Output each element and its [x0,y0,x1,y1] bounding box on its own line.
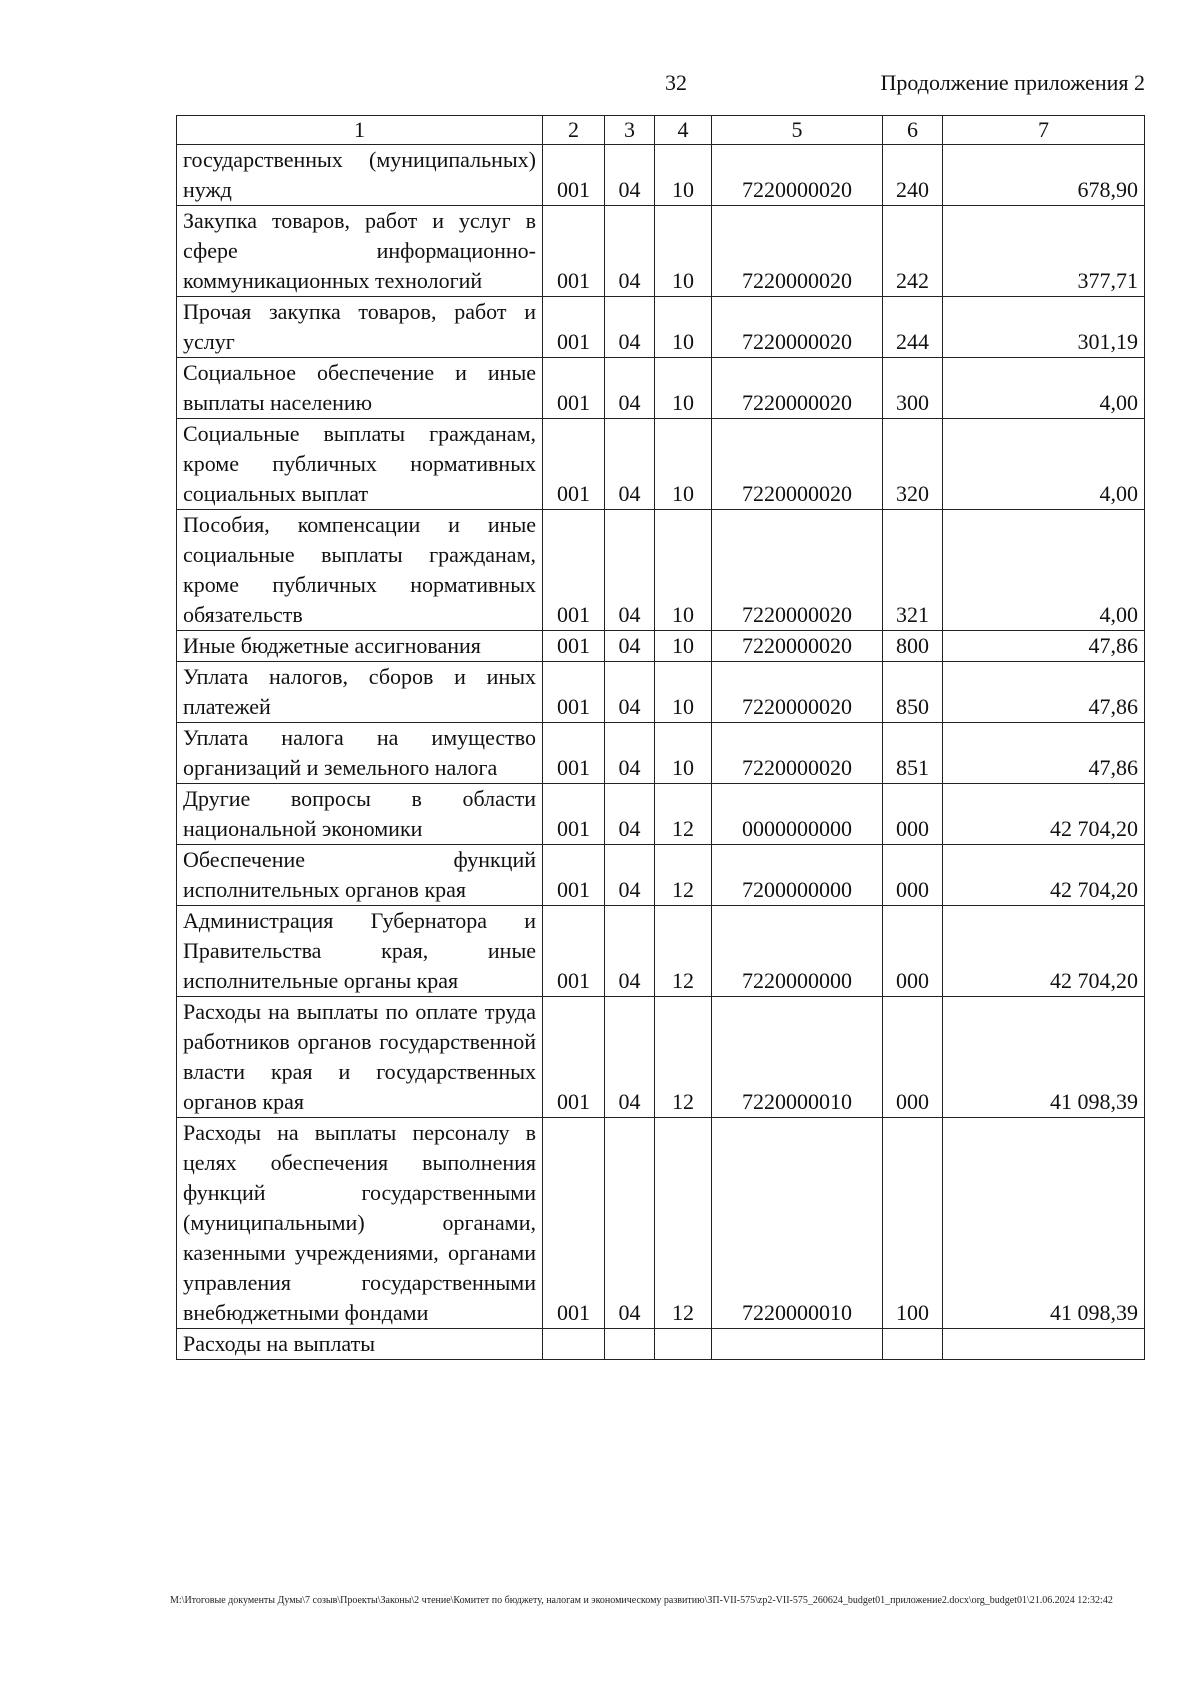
code-subsection-cell: 10 [655,419,712,510]
row-name-cell: Расходы на выплаты персоналу в целях обеспечения выполнения функций государственными (муниципальными) органами, казенными учреждениями, органами управления государственными внебюджетными фондами [177,1118,543,1329]
code-target-cell: 7220000020 [712,206,883,297]
amount-cell: 47,86 [943,662,1145,723]
row-name-cell: Закупка товаров, работ и услуг в сфере информационно-коммуникационных технологий [177,206,543,297]
code-expense-type-cell [883,1329,943,1360]
amount-cell: 42 704,20 [943,845,1145,906]
table-row [177,206,1145,297]
row-name-cell: Администрация Губернатора и Правительства края, иные исполнительные органы края [177,906,543,997]
code-section-cell: 04 [605,145,655,206]
amount-cell: 47,86 [943,723,1145,784]
code-target-cell: 7220000020 [712,510,883,631]
code-admin-cell: 001 [543,1118,605,1329]
code-target-cell: 7220000010 [712,997,883,1118]
footer-file-path: M:\Итоговые документы Думы\7 созыв\Проекты\Законы\2 чтение\Комитет по бюджету, налогам и экономическому развитию\ЗП-VII-575\zp2-VII-575_260624_budget01_приложение2.docx\org_budget01\21.06.2024 12:32:42 [170,1595,1113,1606]
code-section-cell [605,1329,655,1360]
row-name-cell: Уплата налога на имущество организаций и земельного налога [177,723,543,784]
code-expense-type-cell: 000 [883,906,943,997]
code-target-cell: 7200000000 [712,845,883,906]
code-target-cell: 7220000000 [712,906,883,997]
code-expense-type-cell: 244 [883,297,943,358]
code-admin-cell: 001 [543,510,605,631]
column-header: 5 [712,116,883,145]
column-header: 4 [655,116,712,145]
code-subsection-cell: 10 [655,206,712,297]
page-number: 32 [665,70,687,95]
code-expense-type-cell: 850 [883,662,943,723]
table-row [177,997,1145,1118]
code-admin-cell: 001 [543,723,605,784]
code-target-cell [712,1329,883,1360]
code-admin-cell: 001 [543,206,605,297]
code-target-cell: 7220000020 [712,419,883,510]
appendix-label: Продолжение приложения 2 [880,70,1145,95]
table-row [177,419,1145,510]
code-target-cell: 7220000020 [712,358,883,419]
code-expense-type-cell: 242 [883,206,943,297]
code-section-cell: 04 [605,845,655,906]
code-admin-cell: 001 [543,297,605,358]
table-row [177,1118,1145,1329]
amount-cell: 41 098,39 [943,997,1145,1118]
code-subsection-cell: 12 [655,1118,712,1329]
code-target-cell: 7220000010 [712,1118,883,1329]
code-admin-cell: 001 [543,997,605,1118]
code-admin-cell: 001 [543,845,605,906]
code-expense-type-cell: 100 [883,1118,943,1329]
row-name-cell: Пособия, компенсации и иные социальные выплаты гражданам, кроме публичных нормативных обязательств [177,510,543,631]
row-name-cell: Другие вопросы в области национальной экономики [177,784,543,845]
column-header: 7 [943,116,1145,145]
table-row [177,631,1145,662]
amount-cell: 41 098,39 [943,1118,1145,1329]
table-row [177,145,1145,206]
table-header-row [177,116,1145,145]
row-name-cell: Обеспечение функций исполнительных органов края [177,845,543,906]
code-expense-type-cell: 300 [883,358,943,419]
table-row [177,906,1145,997]
table-row [177,662,1145,723]
code-admin-cell [543,1329,605,1360]
table-row [177,723,1145,784]
code-subsection-cell: 10 [655,358,712,419]
row-name-cell: Расходы на выплаты [177,1329,543,1360]
code-section-cell: 04 [605,784,655,845]
amount-cell: 4,00 [943,419,1145,510]
code-admin-cell: 001 [543,358,605,419]
column-header: 1 [177,116,543,145]
code-admin-cell: 001 [543,419,605,510]
code-subsection-cell: 10 [655,631,712,662]
column-header: 2 [543,116,605,145]
code-target-cell: 7220000020 [712,723,883,784]
code-subsection-cell: 12 [655,997,712,1118]
code-section-cell: 04 [605,358,655,419]
code-expense-type-cell: 240 [883,145,943,206]
code-expense-type-cell: 000 [883,845,943,906]
code-admin-cell: 001 [543,145,605,206]
code-admin-cell: 001 [543,631,605,662]
page-header [0,70,1200,104]
amount-cell: 42 704,20 [943,784,1145,845]
amount-cell: 4,00 [943,358,1145,419]
table-row [177,784,1145,845]
code-section-cell: 04 [605,1118,655,1329]
row-name-cell: Прочая закупка товаров, работ и услуг [177,297,543,358]
amount-cell: 377,71 [943,206,1145,297]
budget-table [176,115,1145,1360]
table-body [177,145,1145,1360]
row-name-cell: Социальные выплаты гражданам, кроме публичных нормативных социальных выплат [177,419,543,510]
code-target-cell: 7220000020 [712,145,883,206]
code-expense-type-cell: 000 [883,784,943,845]
table-row [177,358,1145,419]
table-row [177,510,1145,631]
code-expense-type-cell: 321 [883,510,943,631]
code-expense-type-cell: 851 [883,723,943,784]
code-subsection-cell: 10 [655,297,712,358]
code-section-cell: 04 [605,997,655,1118]
code-target-cell: 7220000020 [712,631,883,662]
code-subsection-cell: 12 [655,845,712,906]
column-header: 6 [883,116,943,145]
code-target-cell: 7220000020 [712,662,883,723]
row-name-cell: Социальное обеспечение и иные выплаты населению [177,358,543,419]
row-name-cell: Уплата налогов, сборов и иных платежей [177,662,543,723]
row-name-cell: государственных (муниципальных) нужд [177,145,543,206]
table-row [177,297,1145,358]
code-section-cell: 04 [605,206,655,297]
code-subsection-cell: 10 [655,662,712,723]
code-section-cell: 04 [605,723,655,784]
amount-cell: 42 704,20 [943,906,1145,997]
code-admin-cell: 001 [543,906,605,997]
column-header: 3 [605,116,655,145]
table-row [177,845,1145,906]
code-expense-type-cell: 320 [883,419,943,510]
amount-cell [943,1329,1145,1360]
code-admin-cell: 001 [543,662,605,723]
code-subsection-cell: 10 [655,723,712,784]
code-target-cell: 0000000000 [712,784,883,845]
amount-cell: 678,90 [943,145,1145,206]
code-target-cell: 7220000020 [712,297,883,358]
code-subsection-cell: 12 [655,784,712,845]
amount-cell: 301,19 [943,297,1145,358]
code-admin-cell: 001 [543,784,605,845]
table-row [177,1329,1145,1360]
code-section-cell: 04 [605,631,655,662]
code-section-cell: 04 [605,662,655,723]
code-expense-type-cell: 800 [883,631,943,662]
code-subsection-cell [655,1329,712,1360]
code-section-cell: 04 [605,419,655,510]
code-expense-type-cell: 000 [883,997,943,1118]
code-section-cell: 04 [605,510,655,631]
code-subsection-cell: 12 [655,906,712,997]
code-section-cell: 04 [605,906,655,997]
amount-cell: 4,00 [943,510,1145,631]
amount-cell: 47,86 [943,631,1145,662]
code-section-cell: 04 [605,297,655,358]
row-name-cell: Расходы на выплаты по оплате труда работников органов государственной власти края и государственных органов края [177,997,543,1118]
code-subsection-cell: 10 [655,510,712,631]
code-subsection-cell: 10 [655,145,712,206]
row-name-cell: Иные бюджетные ассигнования [177,631,543,662]
